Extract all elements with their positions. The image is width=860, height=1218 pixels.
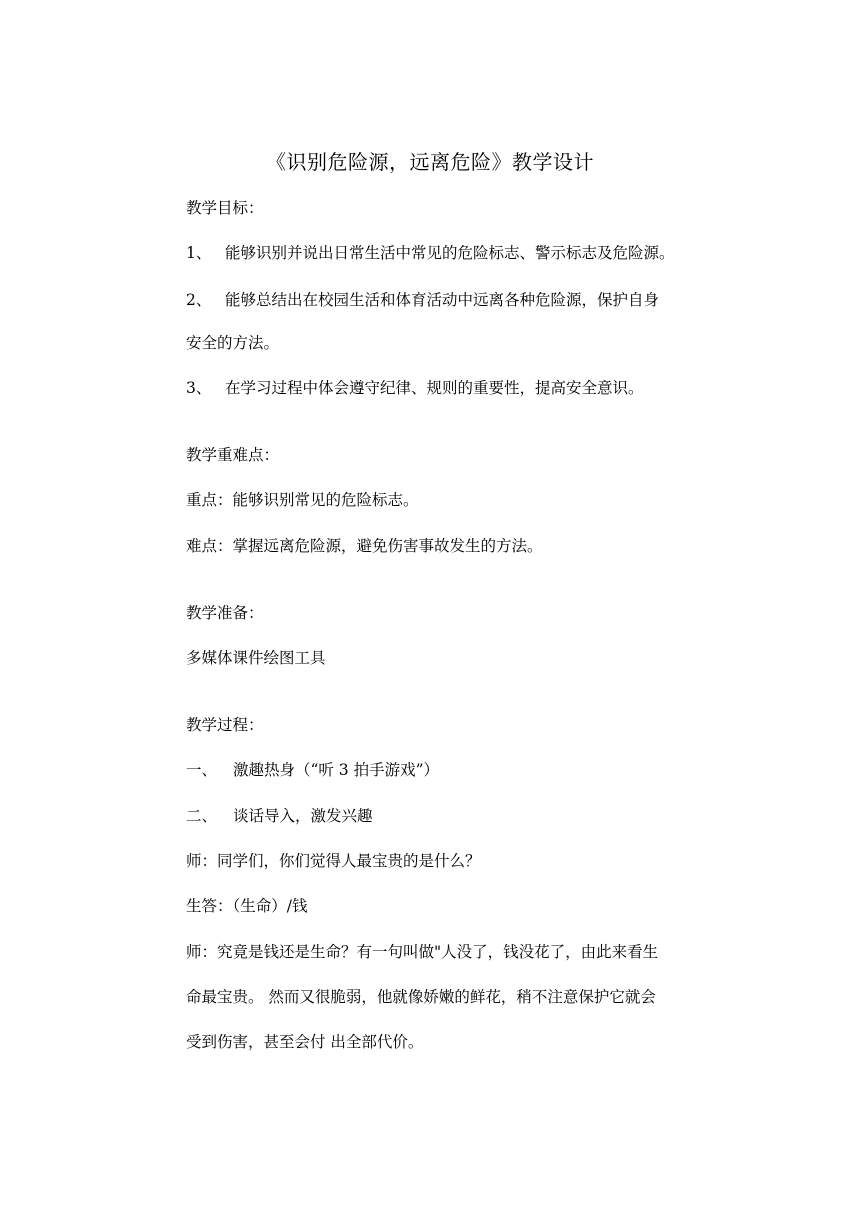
step-number: 二、 xyxy=(186,807,218,825)
objective-text: 在学习过程中体会遵守纪律、规则的重要性，提高安全意识。 xyxy=(224,379,644,397)
objective-number: 1、 xyxy=(186,244,212,262)
preparation-heading: 教学准备： xyxy=(186,604,264,622)
process-step-1 xyxy=(186,758,439,780)
dialogue-line: 师：究竟是钱还是生命？有一句叫做"人没了，钱没花了，由此来看生 xyxy=(186,943,659,961)
dialogue-line: 受到伤害，甚至会付 出全部代价。 xyxy=(186,1033,424,1051)
dialogue-line: 命最宝贵。 然而又很脆弱，他就像娇嫩的鲜花，稍不注意保护它就会 xyxy=(186,988,656,1006)
key-points-heading: 教学重难点： xyxy=(186,446,280,464)
objective-text: 能够总结出在校园生活和体育活动中远离各种危险源，保护自身 xyxy=(224,291,659,309)
objectives-heading: 教学目标： xyxy=(186,199,264,217)
objective-item-2-continued: 安全的方法。 xyxy=(186,334,280,352)
dialogue-line: 生答：（生命）/钱 xyxy=(186,897,308,915)
objective-item-1 xyxy=(186,241,674,263)
preparation-content: 多媒体课件绘图工具 xyxy=(186,649,326,667)
step-text: 谈话导入，激发兴趣 xyxy=(232,807,373,825)
step-number: 一、 xyxy=(186,761,218,779)
objective-number: 3、 xyxy=(186,379,212,397)
step-text: 激趣热身（“听 3 拍手游戏”） xyxy=(232,761,440,779)
objective-text: 能够识别并说出日常生活中常见的危险标志、警示标志及危险源。 xyxy=(224,244,675,262)
difficulty-point: 难点：掌握远离危险源，避免伤害事故发生的方法。 xyxy=(186,537,543,555)
objective-number: 2、 xyxy=(186,291,212,309)
process-heading: 教学过程： xyxy=(186,716,264,734)
document-title: 《识别危险源，远离危险》教学设计 xyxy=(266,150,594,174)
focus-point: 重点：能够识别常见的危险标志。 xyxy=(186,491,419,509)
dialogue-line: 师：同学们，你们觉得人最宝贵的是什么？ xyxy=(186,852,481,870)
objective-item-3 xyxy=(186,376,643,398)
process-step-2 xyxy=(186,804,372,826)
objective-item-2 xyxy=(186,288,659,310)
